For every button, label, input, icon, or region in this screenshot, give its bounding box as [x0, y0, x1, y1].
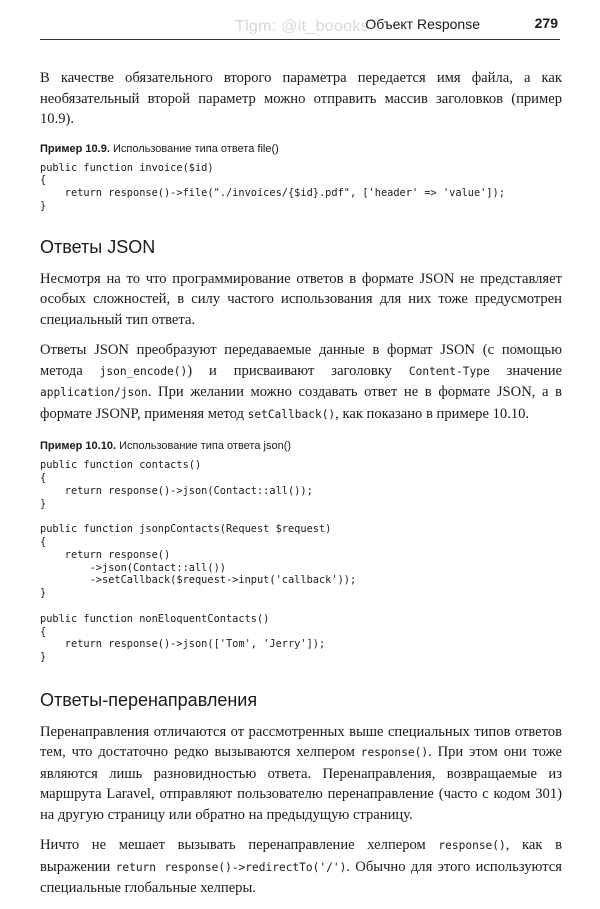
json-p2-text-2: ) и присваивают заголовку: [187, 362, 409, 379]
example-10-9-title: Использование типа ответа file(): [112, 142, 279, 155]
intro-paragraph: В качестве обязательного второго параметра передается имя файла, а как необязательный второй параметр можно отправить массив заголовков (пример 10.9).: [40, 70, 562, 127]
redirect-p1-code-response: response(): [360, 746, 429, 760]
json-p2-code-application-json: application/json: [40, 386, 148, 400]
json-p2-text-4: . При желании можно создавать ответ не в формате JSON, а в формате JSONP, применяя метод: [40, 384, 562, 422]
redirect-paragraph-2: [40, 835, 562, 899]
example-10-9-code: public function invoice($id) { return response()->file("./invoices/{$id}.pdf", ['header' => 'value']); }: [40, 161, 505, 212]
redirect-p2-text-2: , как в выражении: [40, 837, 562, 875]
json-p2-text-1: Ответы JSON преобразуют передаваемые данные в формат JSON (с помощью метода: [40, 342, 562, 379]
json-p2-code-setcallback: setCallback(): [247, 407, 336, 421]
json-p2-code-content-type: Content-Type: [408, 364, 490, 378]
header-rule: [40, 39, 560, 40]
section-heading-json: Ответы JSON: [40, 236, 156, 257]
section-heading-redirect: Ответы-перенаправления: [40, 689, 258, 710]
redirect-p2-text-3: . Обычно для этого используются специальные глобальные хелперы.: [40, 858, 562, 897]
redirect-p1-text-2: . При этом они тоже являются лишь разновидностью ответа. Перенаправления, возвращаемые из маршрута Laravel, отправляют пользователю перенаправление (часто с кодом 301) на другую страницу или обратно на предыдущую страницу.: [40, 744, 562, 823]
example-10-10-label: Пример 10.10.: [40, 440, 117, 453]
json-paragraph-1: Несмотря на то что программирование ответов в формате JSON не представляет особых сложностей, в силу частого использования для них тоже предусмотрен специальный тип ответа.: [40, 270, 562, 328]
json-paragraph-2: [40, 340, 562, 425]
redirect-paragraph-1: [40, 722, 562, 826]
example-10-10-caption: [40, 439, 562, 453]
redirect-p2-code-response: response(): [438, 839, 506, 853]
page-content: [40, 68, 562, 909]
page-number: 279: [534, 15, 558, 31]
watermark-text: Tlgm: @it_boooks: [235, 18, 369, 35]
example-10-9-label: Пример 10.9.: [40, 142, 110, 155]
redirect-p2-code-redirectto: return response()->redirectTo('/'): [115, 860, 347, 874]
example-10-9-caption: [40, 142, 562, 156]
example-10-10-title: Использование типа ответа json(): [119, 440, 292, 453]
running-title: Объект Response: [365, 16, 480, 32]
example-10-10-code: public function contacts() { return response()->json(Contact::all()); } public function jsonpContacts(Request $request) { return response() ->json(Contact::all()) ->setCallback($request->input('callback')); } public function nonEloquentContacts() { return response()->json(['Tom', 'Jerry']); }: [40, 459, 357, 664]
json-p2-text-3: значение: [489, 362, 563, 379]
page-header: [40, 10, 560, 38]
redirect-p2-text-1: Ничто не мешает вызывать перенаправление хелпером: [40, 837, 439, 854]
redirect-p1-text-1: Перенаправления отличаются от рассмотренных выше специальных типов ответов тем, что достаточно редко вызываются хелпером: [40, 723, 562, 761]
json-p2-code-json-encode: json_encode(): [99, 364, 188, 378]
json-p2-text-5: , как показано в примере 10.10.: [335, 405, 530, 422]
